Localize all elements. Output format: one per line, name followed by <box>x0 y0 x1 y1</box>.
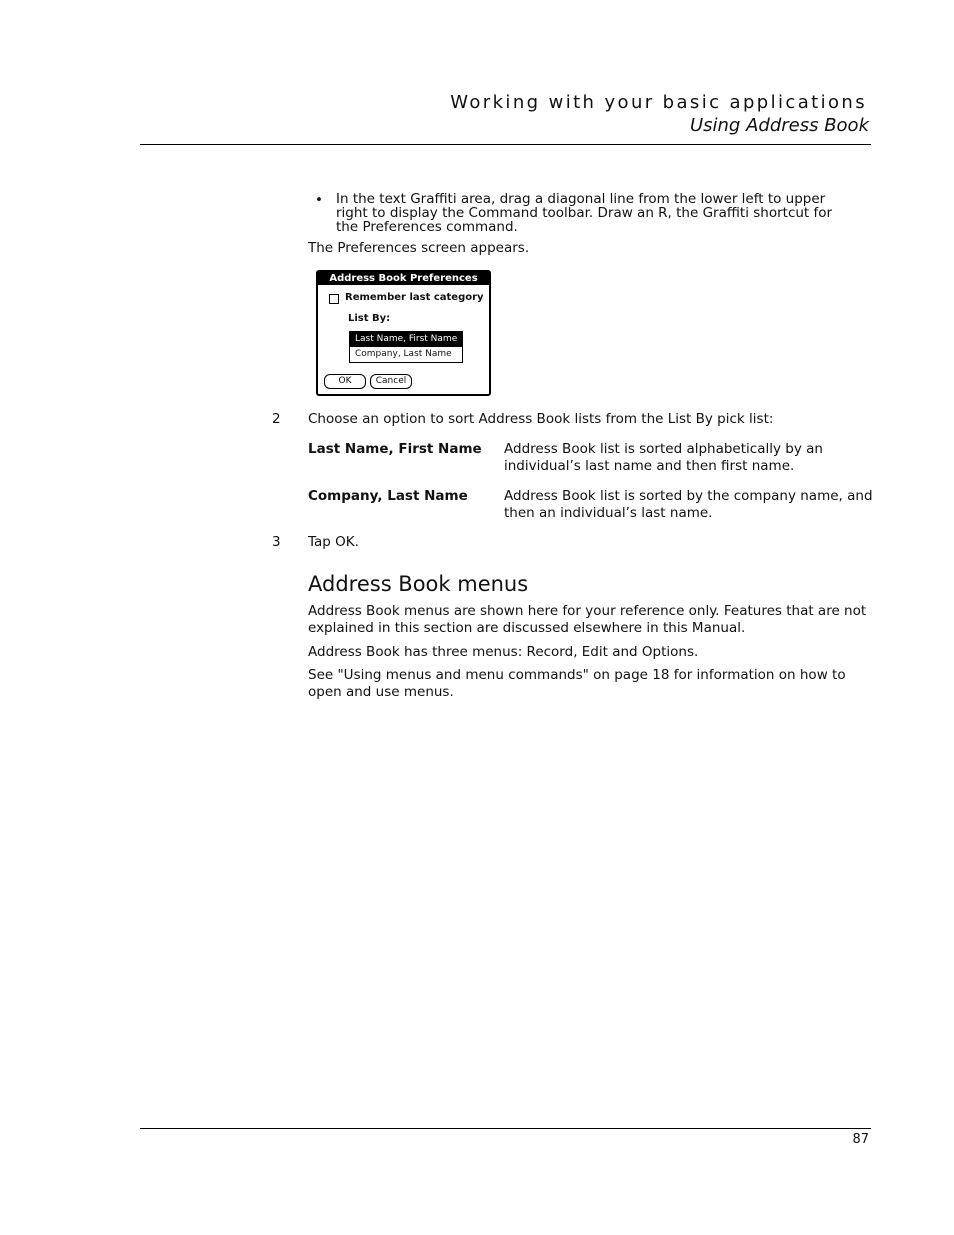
menus-paragraph-2: Address Book has three menus: Record, Edit and Options. <box>308 644 699 660</box>
option-term: Company, Last Name <box>308 488 468 504</box>
palm-title-bar: Address Book Preferences <box>318 272 489 285</box>
menus-paragraph-3: See "Using menus and menu commands" on page 18 for information on how to open and use menus. <box>308 667 846 700</box>
remember-category-checkbox[interactable] <box>329 294 339 304</box>
cancel-button[interactable]: Cancel <box>370 374 412 389</box>
list-option-company-last[interactable]: Company, Last Name <box>355 349 452 359</box>
bullet-marker: • <box>315 192 323 208</box>
step-2-number: 2 <box>272 411 281 427</box>
step-3-text: Tap OK. <box>308 534 359 550</box>
option-term: Last Name, First Name <box>308 441 482 457</box>
header-rule <box>140 144 871 145</box>
menus-heading: Address Book menus <box>308 572 529 596</box>
list-by-label: List By: <box>348 313 391 324</box>
step-2-text: Choose an option to sort Address Book lists from the List By pick list: <box>308 411 774 427</box>
footer-rule <box>140 1128 871 1129</box>
bullet-text: In the text Graffiti area, drag a diagonal line from the lower left to upper right to display the Command toolbar. Draw an R, the Graffiti shortcut for the Preferences command. <box>336 191 833 235</box>
preferences-screen <box>316 270 491 396</box>
prefs-appears-text: The Preferences screen appears. <box>308 240 530 256</box>
ok-button[interactable]: OK <box>324 374 366 389</box>
option-definition: Address Book list is sorted by the company name, and then an individual’s last name. <box>504 488 873 521</box>
list-option-last-first[interactable]: Last Name, First Name <box>350 332 462 347</box>
step-3-number: 3 <box>272 534 281 550</box>
menus-paragraph-1: Address Book menus are shown here for your reference only. Features that are not explained in this section are discussed elsewhere in this Manual. <box>308 603 867 636</box>
list-by-picklist <box>349 331 463 363</box>
option-definition: Address Book list is sorted alphabetically by an individual’s last name and then first name. <box>504 441 823 474</box>
section-title: Using Address Book <box>689 115 869 136</box>
chapter-title: Working with your basic applications <box>450 92 867 113</box>
page-number: 87 <box>852 1132 869 1147</box>
remember-category-label: Remember last category <box>345 292 484 303</box>
